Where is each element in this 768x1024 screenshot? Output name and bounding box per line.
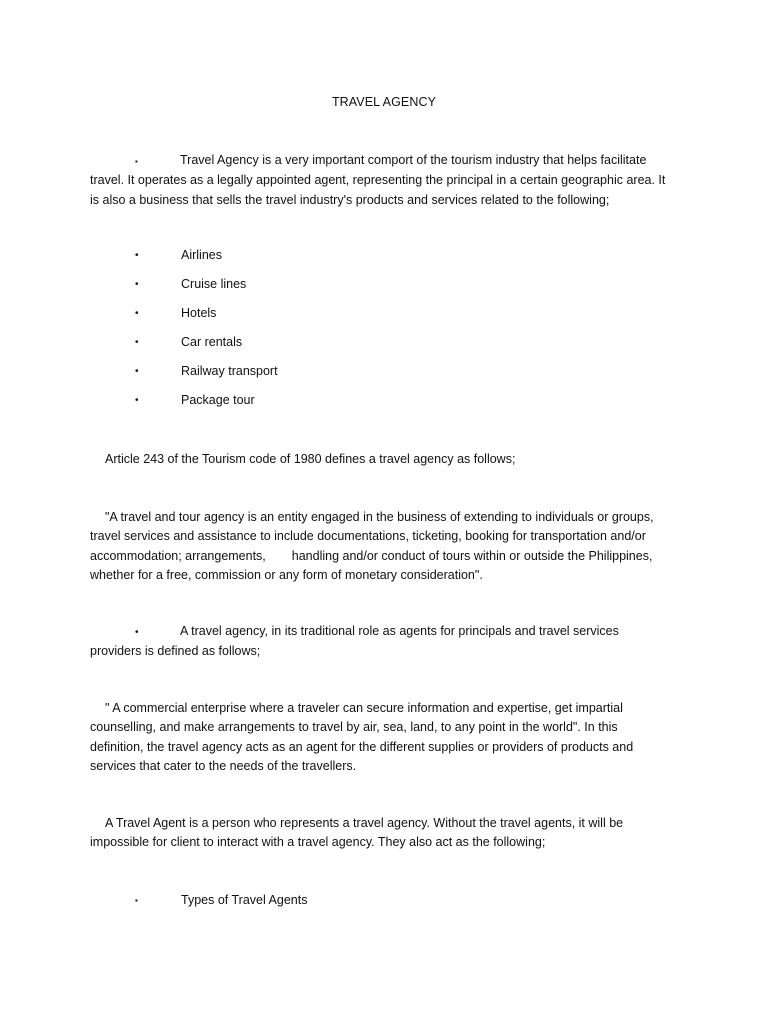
quote1-line-1 [90,508,682,527]
quote2-line-1-text: " A commercial enterprise where a traveler can secure information and expertise, get impartial [105,701,623,715]
quote-definition-1 [90,508,682,585]
list-item: Package tour [181,393,255,407]
quote-definition-2 [90,699,682,776]
page-title: TRAVEL AGENCY [331,95,437,109]
agent-line-1 [90,814,682,833]
square-bullet-icon: ▪ [135,157,138,166]
article-paragraph [90,450,682,469]
quote1-line-3 [90,547,682,566]
bullet-icon: • [135,627,139,638]
bullet-icon: • [135,395,139,406]
quote2-line-2: counselling, and make arrangements to travel by air, sea, land, to any point in the world". In this [90,720,618,735]
article-text: Article 243 of the Tourism code of 1980 defines a travel agency as follows; [105,452,516,466]
bullet-icon: • [135,337,139,348]
list-item: Car rentals [181,335,243,349]
bullet-icon: • [135,250,139,261]
bullet-icon: • [135,366,139,377]
quote2-line-1 [90,699,682,718]
quote2-line-4: services that cater to the needs of the travellers. [90,758,357,773]
square-bullet-icon: ▪ [135,896,138,905]
list-item: Hotels [181,306,217,320]
quote1-line-1-text: "A travel and tour agency is an entity engaged in the business of extending to individuals or groups, [105,510,654,524]
quote1-line-2: travel services and assistance to include documentations, ticketing, booking for transportation and/or [90,529,646,544]
agent-line-1-text: A Travel Agent is a person who represents a travel agency. Without the travel agents, it will be [105,816,624,830]
intro-line-3: is also a business that sells the travel industry's products and services related to the following; [90,192,610,207]
quote2-line-3: definition, the travel agency acts as an agent for the different supplies or providers of products and [90,739,634,754]
intro-paragraph [90,151,682,210]
quote1-line-3b: handling and/or conduct of tours within or outside the Philippines, [291,548,653,563]
quote1-line-3a: accommodation; arrangements, [90,548,266,563]
intro-line-2: travel. It operates as a legally appointed agent, representing the principal in a certain geographic area. It [90,173,666,188]
quote1-line-4: whether for a free, commission or any form of monetary consideration". [90,567,483,582]
traditional-line-1-text: A travel agency, in its traditional role as agents for principals and travel services [180,624,619,638]
types-label: Types of Travel Agents [181,893,308,907]
list-item: Cruise lines [181,277,247,291]
bullet-icon: • [135,308,139,319]
list-item: Railway transport [181,364,278,378]
intro-line-1-text: Travel Agency is a very important comport of the tourism industry that helps facilitate [180,153,647,167]
list-item: Airlines [181,248,222,262]
traditional-role-paragraph [90,622,682,662]
traditional-line-1 [90,622,682,642]
travel-agent-paragraph [90,814,682,853]
bullet-icon: • [135,279,139,290]
traditional-line-2: providers is defined as follows; [90,644,261,659]
intro-line-1 [90,151,682,171]
agent-line-2: impossible for client to interact with a travel agency. They also act as the following; [90,835,546,850]
